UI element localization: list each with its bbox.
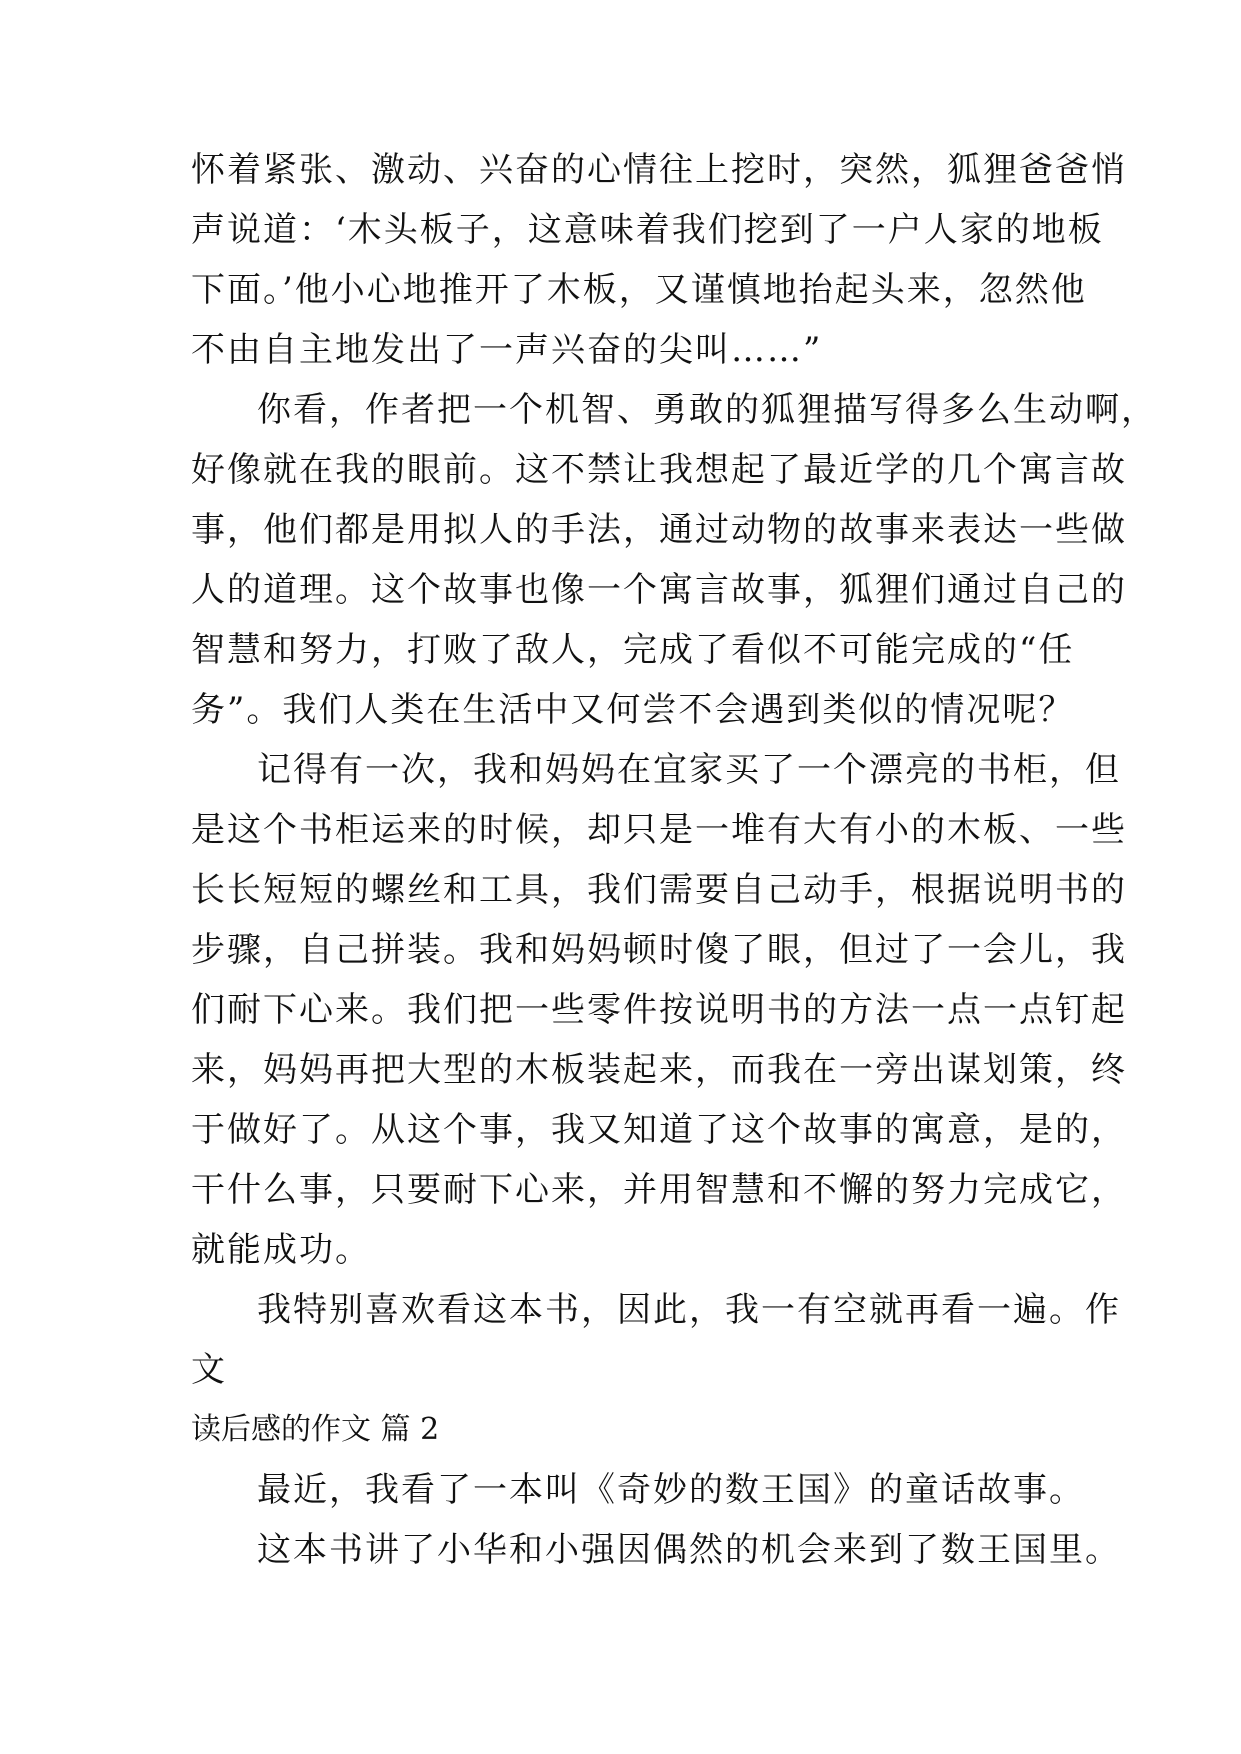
- text-line: 是这个书柜运来的时候，却只是一堆有大有小的木板、一些: [191, 810, 1127, 850]
- text-line: 事，他们都是用拟人的手法，通过动物的故事来表达一些做: [191, 510, 1127, 550]
- text-line: 智慧和努力，打败了敌人，完成了看似不可能完成的“任: [191, 630, 1075, 670]
- text-line: 人的道理。这个故事也像一个寓言故事，狐狸们通过自己的: [191, 570, 1127, 610]
- paragraph-first-line: 你看，作者把一个机智、勇敢的狐狸描写得多么生动啊，: [257, 390, 1157, 430]
- paragraph-first-line: 我特别喜欢看这本书，因此，我一有空就再看一遍。作: [257, 1290, 1121, 1330]
- text-line: 下面。’他小心地推开了木板，又谨慎地抬起头来，忽然他: [191, 270, 1087, 310]
- paragraph-first-line: 最近，我看了一本叫《奇妙的数王国》的童话故事。: [257, 1470, 1085, 1510]
- paragraph-first-line: 这本书讲了小华和小强因偶然的机会来到了数王国里。: [257, 1530, 1121, 1570]
- paragraph-first-line: 记得有一次，我和妈妈在宜家买了一个漂亮的书柜，但: [257, 750, 1121, 790]
- text-line: 好像就在我的眼前。这不禁让我想起了最近学的几个寓言故: [191, 450, 1127, 490]
- text-line: 就能成功。: [191, 1230, 371, 1270]
- text-line: 声说道：‘木头板子，这意味着我们挖到了一户人家的地板: [191, 210, 1104, 250]
- text-line: 来，妈妈再把大型的木板装起来，而我在一旁出谋划策，终: [191, 1050, 1127, 1090]
- section-heading: 读后感的作文 篇 2: [191, 1412, 440, 1447]
- text-line: 怀着紧张、激动、兴奋的心情往上挖时，突然，狐狸爸爸悄: [191, 150, 1127, 190]
- text-line: 们耐下心来。我们把一些零件按说明书的方法一点一点钉起: [191, 990, 1127, 1030]
- text-line: 于做好了。从这个事，我又知道了这个故事的寓意，是的，: [191, 1110, 1127, 1150]
- text-line: 长长短短的螺丝和工具，我们需要自己动手，根据说明书的: [191, 870, 1127, 910]
- text-line: 文: [191, 1350, 227, 1390]
- text-line: 不由自主地发出了一声兴奋的尖叫……”: [191, 330, 823, 370]
- text-line: 务”。我们人类在生活中又何尝不会遇到类似的情况呢？: [191, 690, 1075, 730]
- text-line: 步骤，自己拼装。我和妈妈顿时傻了眼，但过了一会儿，我: [191, 930, 1127, 970]
- text-line: 干什么事，只要耐下心来，并用智慧和不懈的努力完成它，: [191, 1170, 1127, 1210]
